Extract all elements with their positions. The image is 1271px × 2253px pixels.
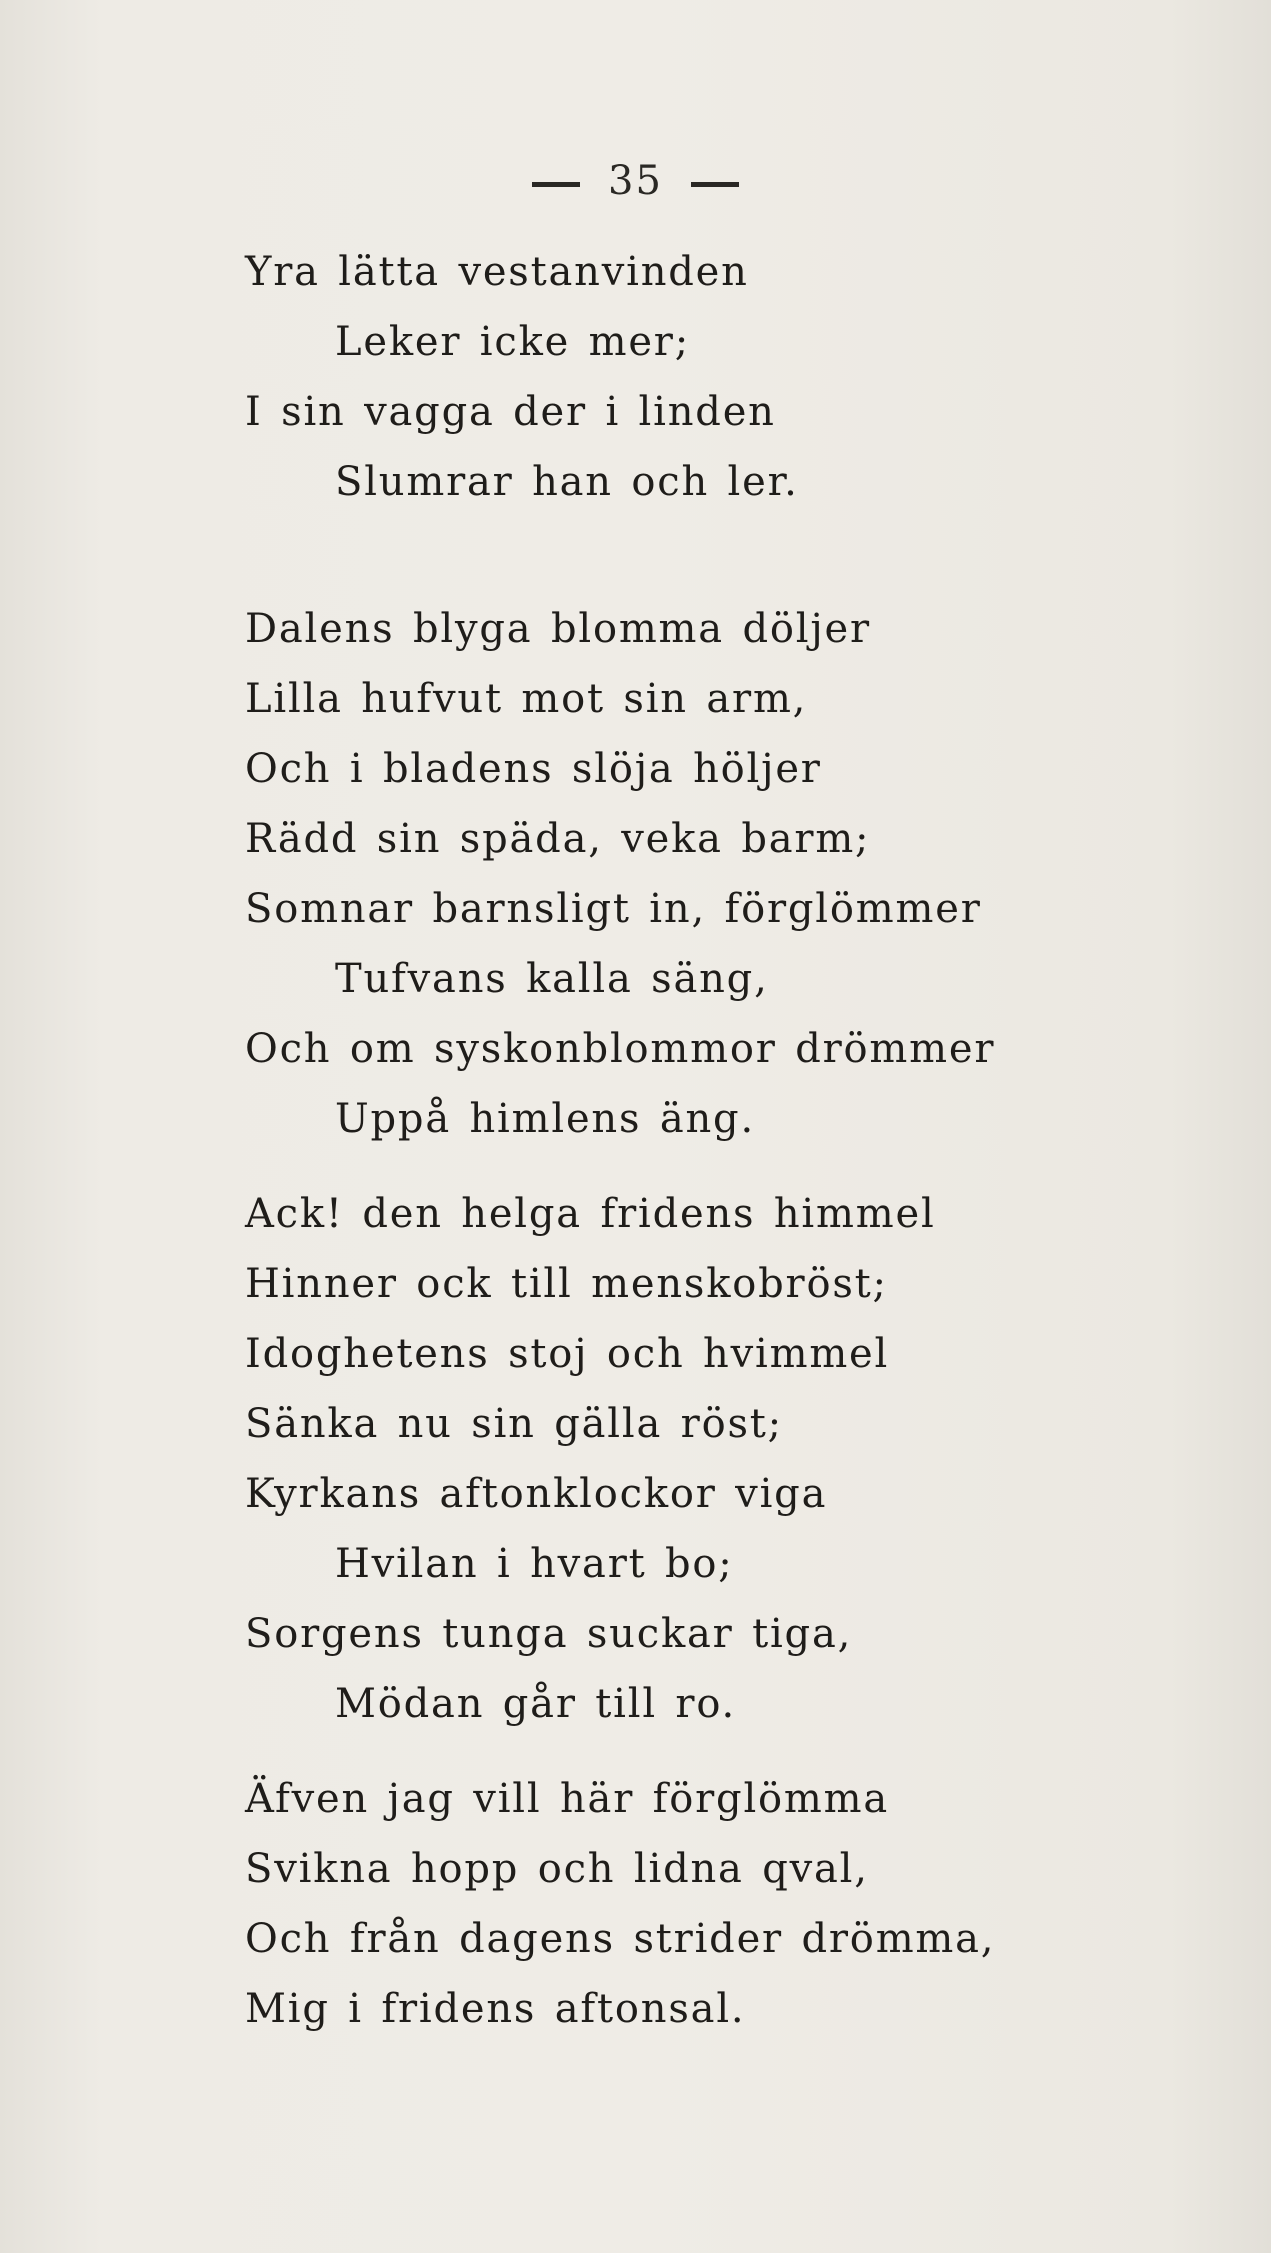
page-number-header [0,158,1271,204]
poem-line: Lilla hufvut mot sin arm, [245,676,808,722]
poem-line: Äfven jag vill här förglömma [245,1776,890,1822]
page-number: 35 [608,158,663,204]
poem-line: Sorgens tunga suckar tiga, [245,1611,853,1657]
right-dash [691,182,739,187]
left-dash [532,182,580,187]
poem-line: Tufvans kalla säng, [335,956,769,1002]
poem-line: Hinner ock till menskobröst; [245,1261,888,1307]
poem-line: Rädd sin späda, veka barm; [245,816,871,862]
poem-line: Yra lätta vestanvinden [245,249,749,295]
poem-line: I sin vagga der i linden [245,389,776,435]
poem-line: Somnar barnsligt in, förglömmer [245,886,982,932]
poem-line: Kyrkans aftonklockor viga [245,1471,828,1517]
poem-line: Mödan går till ro. [335,1681,737,1727]
poem-line: Uppå himlens äng. [335,1096,755,1142]
poem-line: Ack! den helga fridens himmel [245,1191,936,1237]
poem-line: Slumrar han och ler. [335,459,799,505]
poem-line: Mig i fridens aftonsal. [245,1986,746,2032]
poem-line: Svikna hopp och lidna qval, [245,1846,869,1892]
poem-line: Leker icke mer; [335,319,690,365]
poem-line: Sänka nu sin gälla röst; [245,1401,783,1447]
poem-line: Och i bladens slöja höljer [245,746,822,792]
poem-line: Och om syskonblommor drömmer [245,1026,996,1072]
poem-line: Och från dagens strider drömma, [245,1916,996,1962]
poem-line: Hvilan i hvart bo; [335,1541,734,1587]
poem-line: Dalens blyga blomma döljer [245,606,871,652]
poem-line: Idoghetens stoj och hvimmel [245,1331,890,1377]
